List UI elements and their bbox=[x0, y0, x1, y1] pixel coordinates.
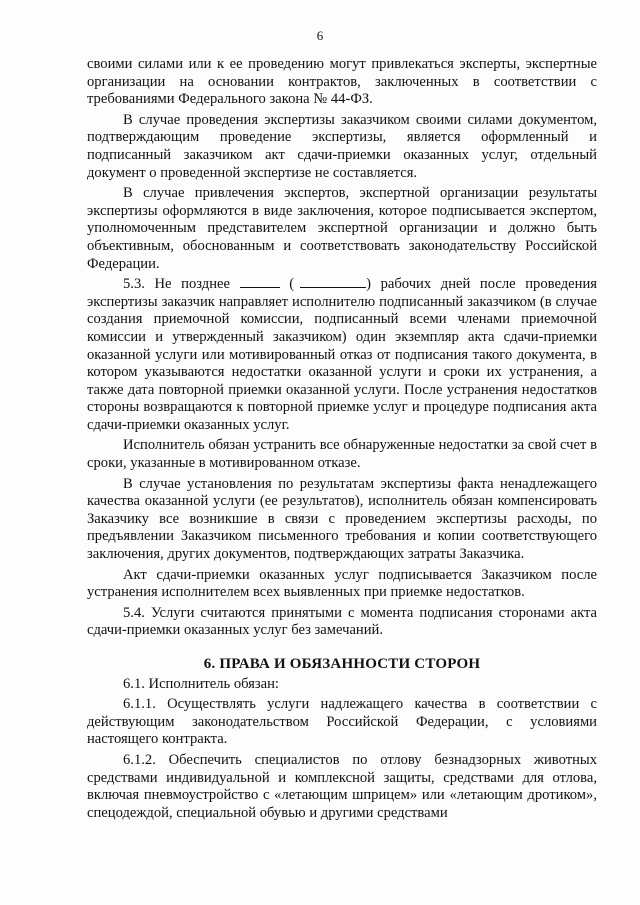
paragraph-continuation: своими силами или к ее проведению могут привлекаться эксперты, экспертные организации на основании контрактов, заключенных в соответствии с требованиями Федерального закона № 44-ФЗ. bbox=[87, 56, 597, 108]
paragraph-fix-defects: Исполнитель обязан устранить все обнаруженные недостатки за свой счет в сроки, указанные в мотивированном отказе. bbox=[87, 437, 597, 472]
paragraph-act-signing: Акт сдачи-приемки оказанных услуг подписывается Заказчиком после устранения исполнителем всех выявленных при приемке недостатков. bbox=[87, 566, 597, 601]
paragraph-external-experts: В случае привлечения экспертов, экспертной организации результаты экспертизы оформляются в виде заключения, которое подписывается экспертом, уполномоченным представителем экспертной организации и должно быть объективным, обоснованным и соответствовать законодательству Российской Федерации. bbox=[87, 185, 597, 272]
paragraph-own-expertise: В случае проведения экспертизы заказчиком своими силами документом, подтверждающим проведение экспертизы, является оформленный и подписанный заказчиком акт сдачи-приемки оказанных услуг, отдельный документ о проведенной экспертизе не составляется. bbox=[87, 111, 597, 181]
clause-6-1-2: 6.1.2. Обеспечить специалистов по отлову безнадзорных животных средствами индивидуальной и комплексной защиты, средствами для отлова, включая пневмоустройство с «летающим шприцем» или «летающим дротиком», спецодеждой, специальной обувью и другими средствами bbox=[87, 751, 597, 821]
clause-5-3-text: ) рабочих дней после проведения экспертизы заказчик направляет исполнителю подписанный заказчиком (в случае создания приемочной комиссии, подписанный всеми членами приемочной комиссии и утвержденный заказчиком) один экземпляр акта сдачи-приемки оказанной услуги или мотивированный отказ от подписания такого документа, в котором указываются недостатки оказанной услуги и сроки их устранения, а также дата повторной приемки оказанной услуги. После устранения недостатков стороны возвращаются к повторной приемке услуг и процедуре подписания акта сдачи-приемки оказанных услуг. bbox=[87, 276, 597, 433]
clause-6-1-1: 6.1.1. Осуществлять услуги надлежащего качества в соответствии с действующим законодательством Российской Федерации, с условиями настоящего контракта. bbox=[87, 696, 597, 748]
page-number: 6 bbox=[316, 28, 324, 43]
section-6-heading: 6. ПРАВА И ОБЯЗАННОСТИ СТОРОН bbox=[203, 656, 481, 672]
clause-5-3 bbox=[87, 276, 597, 434]
clause-6-1: 6.1. Исполнитель обязан: bbox=[123, 675, 279, 692]
blank-days-number bbox=[240, 287, 280, 288]
page-content bbox=[87, 56, 597, 825]
clause-5-4: 5.4. Услуги считаются принятыми с момента подписания сторонами акта сдачи-приемки оказанных услуг без замечаний. bbox=[87, 604, 597, 639]
paragraph-compensation: В случае установления по результатам экспертизы факта ненадлежащего качества оказанной услуги (ее результатов), исполнитель обязан компенсировать Заказчику все возникшие в связи с проведением экспертизы расходы, по предъявлении Заказчиком письменного требования и копии соответствующего заключения, других документов, подтверждающих затраты Заказчика. bbox=[87, 475, 597, 563]
clause-5-3-label: 5.3. Не позднее bbox=[123, 276, 230, 293]
blank-days-words bbox=[300, 287, 366, 288]
clause-5-3-open-paren: ( bbox=[289, 276, 295, 293]
